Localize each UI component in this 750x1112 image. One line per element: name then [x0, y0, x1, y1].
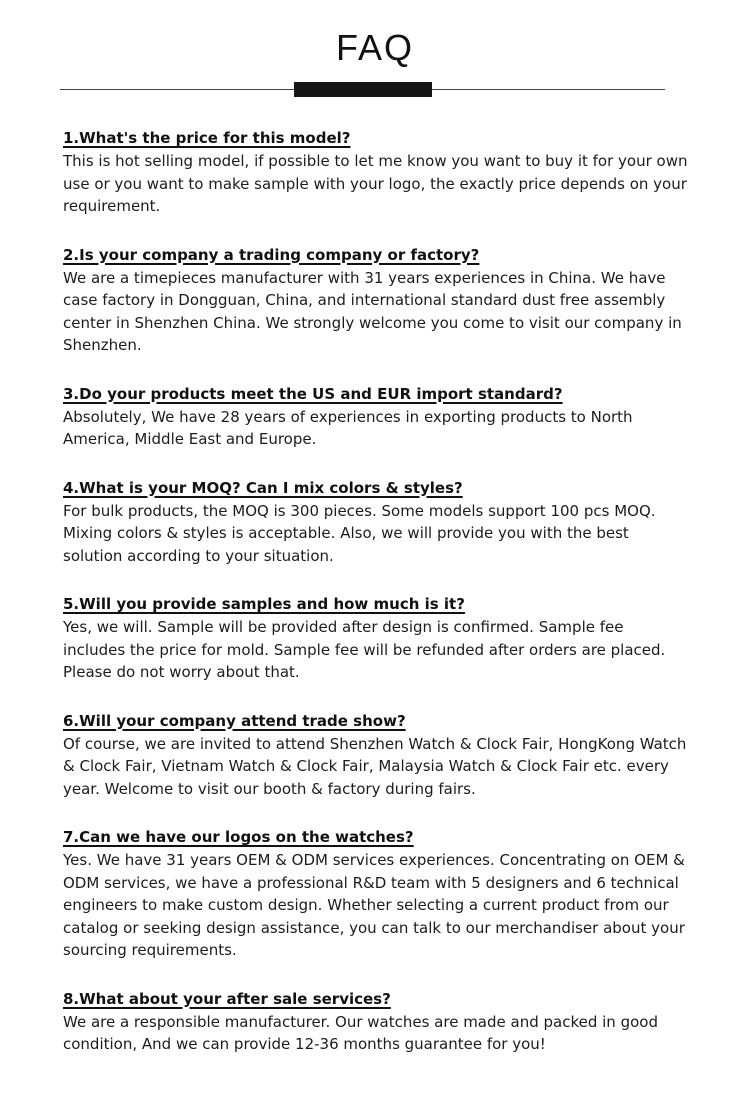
faq-item	[63, 244, 688, 357]
faq-question: 6.Will your company attend trade show?	[63, 711, 406, 730]
faq-answer: Of course, we are invited to attend Shenzhen Watch & Clock Fair, HongKong Watch & Clock Fair, Vietnam Watch & Clock Fair, Malaysia Watch & Clock Fair etc. every year. Welcome to visit our booth & factory during fairs.	[63, 734, 687, 798]
faq-answer: Yes. We have 31 years OEM & ODM services experiences. Concentrating on OEM & ODM services, we have a professional R&D team with 5 designers and 6 technical engineers to make custom design. Whether selecting a current product from our catalog or seeking design assistance, you can talk to our merchandiser about your sourcing requirements.	[63, 851, 685, 959]
faq-item	[63, 383, 688, 451]
divider-bar	[294, 82, 432, 97]
faq-item	[63, 710, 688, 801]
faq-list	[0, 97, 750, 1056]
faq-answer: We are a timepieces manufacturer with 31 years experiences in China. We have case factory in Dongguan, China, and international standard dust free assembly center in Shenzhen China. We strongly welcome you come to visit our company in Shenzhen.	[63, 268, 682, 354]
faq-item	[63, 477, 688, 568]
faq-item	[63, 593, 688, 684]
faq-answer: Absolutely, We have 28 years of experiences in exporting products to North America, Middle East and Europe.	[63, 407, 633, 448]
faq-item	[63, 988, 688, 1056]
faq-question: 1.What's the price for this model?	[63, 129, 351, 147]
faq-question: 7.Can we have our logos on the watches?	[63, 828, 414, 846]
faq-answer: For bulk products, the MOQ is 300 pieces. Some models support 100 pcs MOQ. Mixing colors & styles is acceptable. Also, we will provide you with the best solution according to your situation.	[63, 501, 656, 565]
faq-answer: We are a responsible manufacturer. Our watches are made and packed in good condition, And we can provide 12-36 months guarantee for you!	[63, 1012, 658, 1053]
faq-question: 8.What about your after sale services?	[63, 989, 391, 1008]
faq-answer: This is hot selling model, if possible to let me know you want to buy it for your own use or you want to make sample with your logo, the exactly price depends on your requirement.	[63, 152, 688, 215]
faq-question: 5.Will you provide samples and how much is it?	[63, 595, 465, 613]
faq-question: 3.Do your products meet the US and EUR import standard?	[63, 384, 563, 403]
faq-answer: Yes, we will. Sample will be provided after design is confirmed. Sample fee includes the price for mold. Sample fee will be refunded after orders are placed. Please do not worry about that.	[63, 618, 666, 681]
faq-item	[63, 127, 688, 218]
faq-question: 2.Is your company a trading company or factory?	[63, 245, 480, 264]
title-divider	[60, 82, 665, 97]
faq-item	[63, 826, 688, 962]
faq-question: 4.What is your MOQ? Can I mix colors & styles?	[63, 478, 463, 497]
page-title: FAQ	[335, 27, 415, 68]
